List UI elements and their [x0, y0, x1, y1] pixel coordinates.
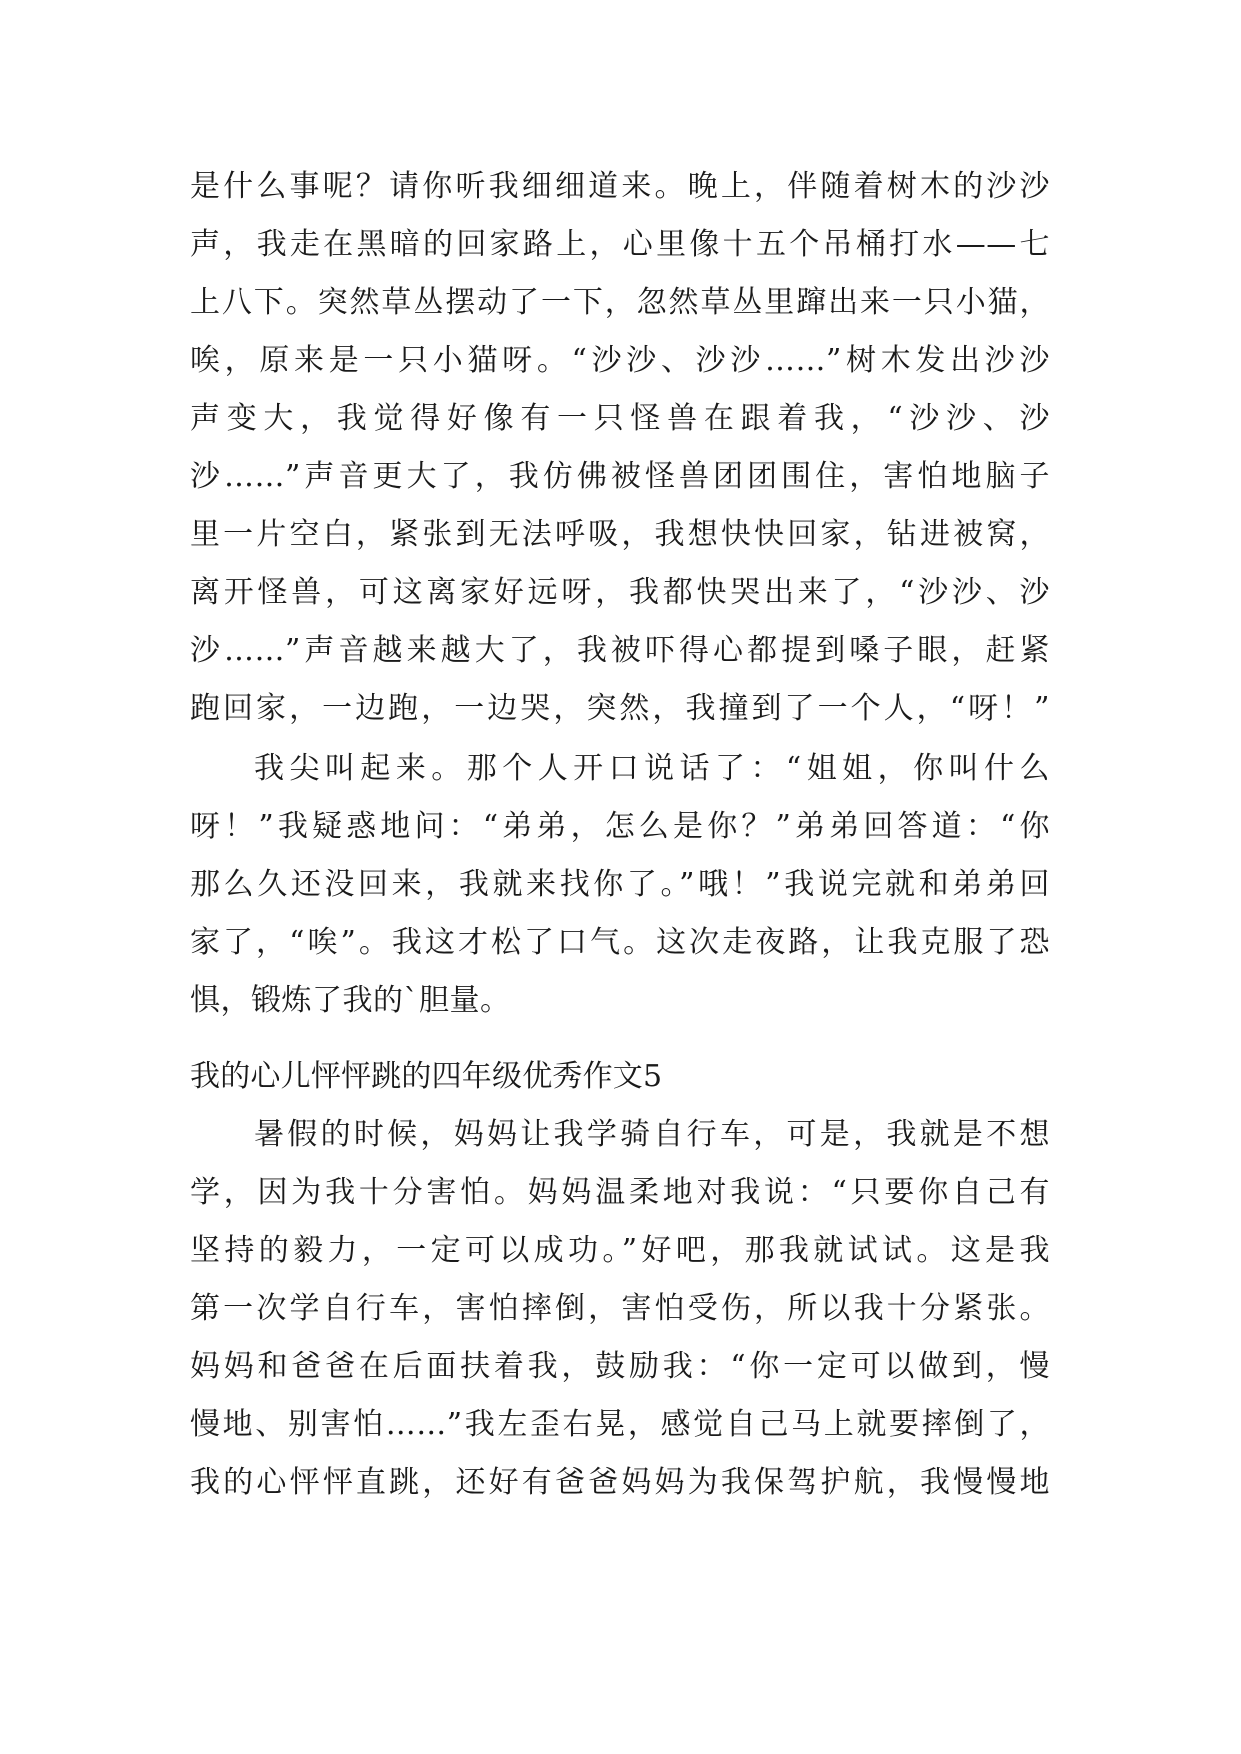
text-line: 惧，锻炼了我的`胆量。: [190, 983, 511, 1018]
text-line: 慢地、别害怕……”我左歪右晃，感觉自己马上就要摔倒了，: [190, 1407, 1050, 1442]
text-line: 那么久还没回来，我就来找你了。”哦！”我说完就和弟弟回: [190, 867, 1050, 902]
text-line: 上八下。突然草丛摆动了一下，忽然草丛里蹿出来一只小猫，: [190, 285, 1050, 320]
paragraph-essay-5: [190, 1106, 1050, 1512]
text-line: 妈妈和爸爸在后面扶着我，鼓励我：“你一定可以做到，慢: [190, 1349, 1050, 1384]
text-line: 我尖叫起来。那个人开口说话了：“姐姐，你叫什么: [254, 751, 1050, 786]
text-line: 学，因为我十分害怕。妈妈温柔地对我说：“只要你自己有: [190, 1175, 1050, 1210]
text-line: 是什么事呢？请你听我细细道来。晚上，伴随着树木的沙沙: [190, 169, 1050, 204]
text-line: 沙……”声音越来越大了，我被吓得心都提到嗓子眼，赶紧: [190, 633, 1050, 668]
text-line: 里一片空白，紧张到无法呼吸，我想快快回家，钻进被窝，: [190, 517, 1050, 552]
text-line: 家了，“唉”。我这才松了口气。这次走夜路，让我克服了恐: [190, 925, 1050, 960]
text-line: 跑回家，一边跑，一边哭，突然，我撞到了一个人，“呀！”: [190, 691, 1050, 726]
text-line: 声，我走在黑暗的回家路上，心里像十五个吊桶打水——七: [190, 227, 1050, 262]
essay-heading: 我的心儿怦怦跳的四年级优秀作文5: [190, 1059, 663, 1094]
text-line: 暑假的时候，妈妈让我学骑自行车，可是，我就是不想: [254, 1117, 1050, 1152]
text-line: 声变大，我觉得好像有一只怪兽在跟着我，“沙沙、沙: [190, 401, 1050, 436]
text-line: 沙……”声音更大了，我仿佛被怪兽团团围住，害怕地脑子: [190, 459, 1050, 494]
text-line: 呀！”我疑惑地问：“弟弟，怎么是你？”弟弟回答道：“你: [190, 809, 1050, 844]
text-line: 我的心怦怦直跳，还好有爸爸妈妈为我保驾护航，我慢慢地: [190, 1465, 1050, 1500]
text-line: 坚持的毅力，一定可以成功。”好吧，那我就试试。这是我: [190, 1233, 1050, 1268]
text-line: 第一次学自行车，害怕摔倒，害怕受伤，所以我十分紧张。: [190, 1291, 1050, 1326]
text-line: 离开怪兽，可这离家好远呀，我都快哭出来了，“沙沙、沙: [190, 575, 1050, 610]
paragraph-conclusion: [190, 740, 1050, 1030]
paragraph-continued-story: [190, 158, 1050, 738]
text-line: 唉，原来是一只小猫呀。“沙沙、沙沙……”树木发出沙沙: [190, 343, 1050, 378]
